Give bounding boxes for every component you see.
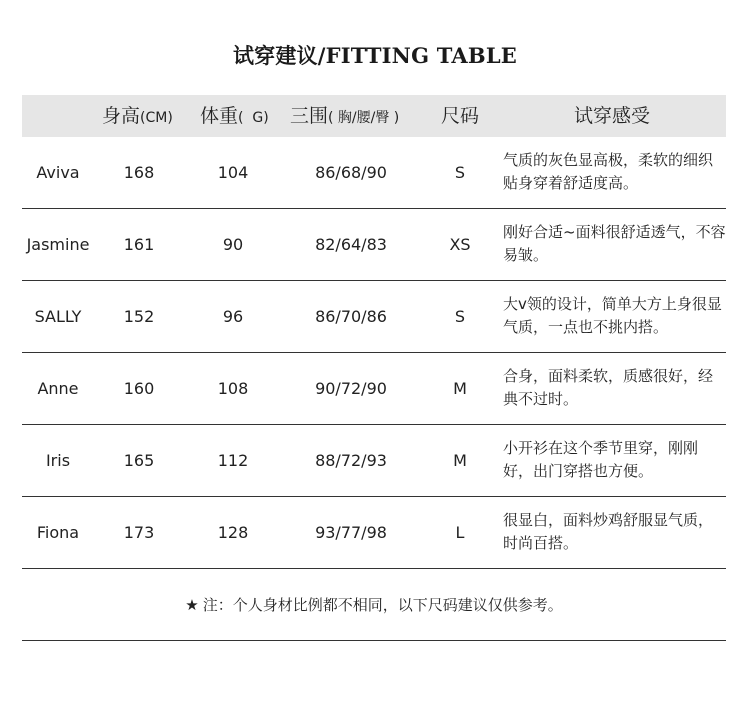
cell-size: M bbox=[453, 379, 467, 398]
table-row bbox=[22, 497, 726, 569]
cell-name: Jasmine bbox=[26, 235, 90, 254]
cell-name: Fiona bbox=[36, 523, 80, 542]
cell-weight: 104 bbox=[217, 163, 249, 182]
cell-feedback: 合身，面料柔软，质感很好，经典不过时。 bbox=[503, 367, 714, 408]
header-size: 尺码 bbox=[441, 105, 480, 127]
cell-weight: 96 bbox=[222, 307, 244, 326]
cell-height: 160 bbox=[123, 379, 155, 398]
cell-name: Anne bbox=[37, 379, 79, 398]
header-weight-label: 体重 bbox=[200, 105, 239, 127]
cell-weight: 90 bbox=[222, 235, 244, 254]
table-header bbox=[22, 95, 726, 137]
cell-feedback: 刚好合适~面料很舒适透气，不容易皱。 bbox=[503, 223, 726, 264]
cell-feedback: 小开衫在这个季节里穿，刚刚好，出门穿搭也方便。 bbox=[503, 439, 699, 480]
cell-size: L bbox=[455, 523, 465, 542]
cell-size: M bbox=[453, 451, 467, 470]
cell-size: S bbox=[454, 307, 466, 326]
table-body bbox=[22, 137, 726, 569]
cell-name: Iris bbox=[45, 451, 71, 470]
table-row bbox=[22, 353, 726, 425]
cell-feedback: 很显白，面料炒鸡舒服显气质，时尚百搭。 bbox=[503, 511, 714, 552]
cell-measurements: 93/77/98 bbox=[315, 523, 387, 542]
header-measurements-label: 三围 bbox=[290, 105, 329, 127]
cell-height: 165 bbox=[123, 451, 155, 470]
cell-size: XS bbox=[449, 235, 471, 254]
cell-height: 152 bbox=[123, 307, 155, 326]
page-title: 试穿建议/FITTING TABLE bbox=[232, 43, 518, 68]
cell-measurements: 88/72/93 bbox=[315, 451, 387, 470]
cell-feedback: 大v领的设计，简单大方上身很显气质，一点也不挑内搭。 bbox=[503, 295, 722, 336]
header-height-unit: (CM) bbox=[140, 110, 173, 126]
header-weight bbox=[200, 95, 269, 137]
cell-height: 168 bbox=[123, 163, 155, 182]
cell-measurements: 82/64/83 bbox=[315, 235, 387, 254]
header-weight-unit: ( G) bbox=[238, 110, 269, 126]
cell-size: S bbox=[454, 163, 466, 182]
cell-measurements: 86/70/86 bbox=[315, 307, 387, 326]
cell-weight: 108 bbox=[217, 379, 249, 398]
header-height-label: 身高 bbox=[102, 105, 141, 127]
table-row bbox=[22, 425, 726, 497]
note-text: 注：个人身材比例都不相同，以下尺码建议仅供参考。 bbox=[202, 596, 563, 614]
star-icon: ★ bbox=[185, 596, 199, 614]
cell-feedback: 气质的灰色显高极，柔软的细织贴身穿着舒适度高。 bbox=[503, 151, 714, 192]
table-row bbox=[22, 281, 726, 353]
cell-name: SALLY bbox=[34, 307, 82, 326]
table-row bbox=[22, 209, 726, 281]
cell-weight: 128 bbox=[217, 523, 249, 542]
cell-measurements: 90/72/90 bbox=[315, 379, 387, 398]
fitting-table bbox=[22, 95, 726, 641]
cell-measurements: 86/68/90 bbox=[315, 163, 387, 182]
table-row bbox=[22, 137, 726, 209]
cell-name: Aviva bbox=[36, 163, 80, 182]
header-height bbox=[102, 95, 173, 137]
header-measurements-unit: ( 胸/腰/臀 ) bbox=[328, 110, 400, 126]
cell-height: 161 bbox=[123, 235, 155, 254]
header-feedback: 试穿感受 bbox=[574, 105, 651, 127]
header-measurements bbox=[290, 95, 399, 137]
cell-height: 173 bbox=[123, 523, 155, 542]
note bbox=[22, 569, 726, 641]
cell-weight: 112 bbox=[217, 451, 249, 470]
